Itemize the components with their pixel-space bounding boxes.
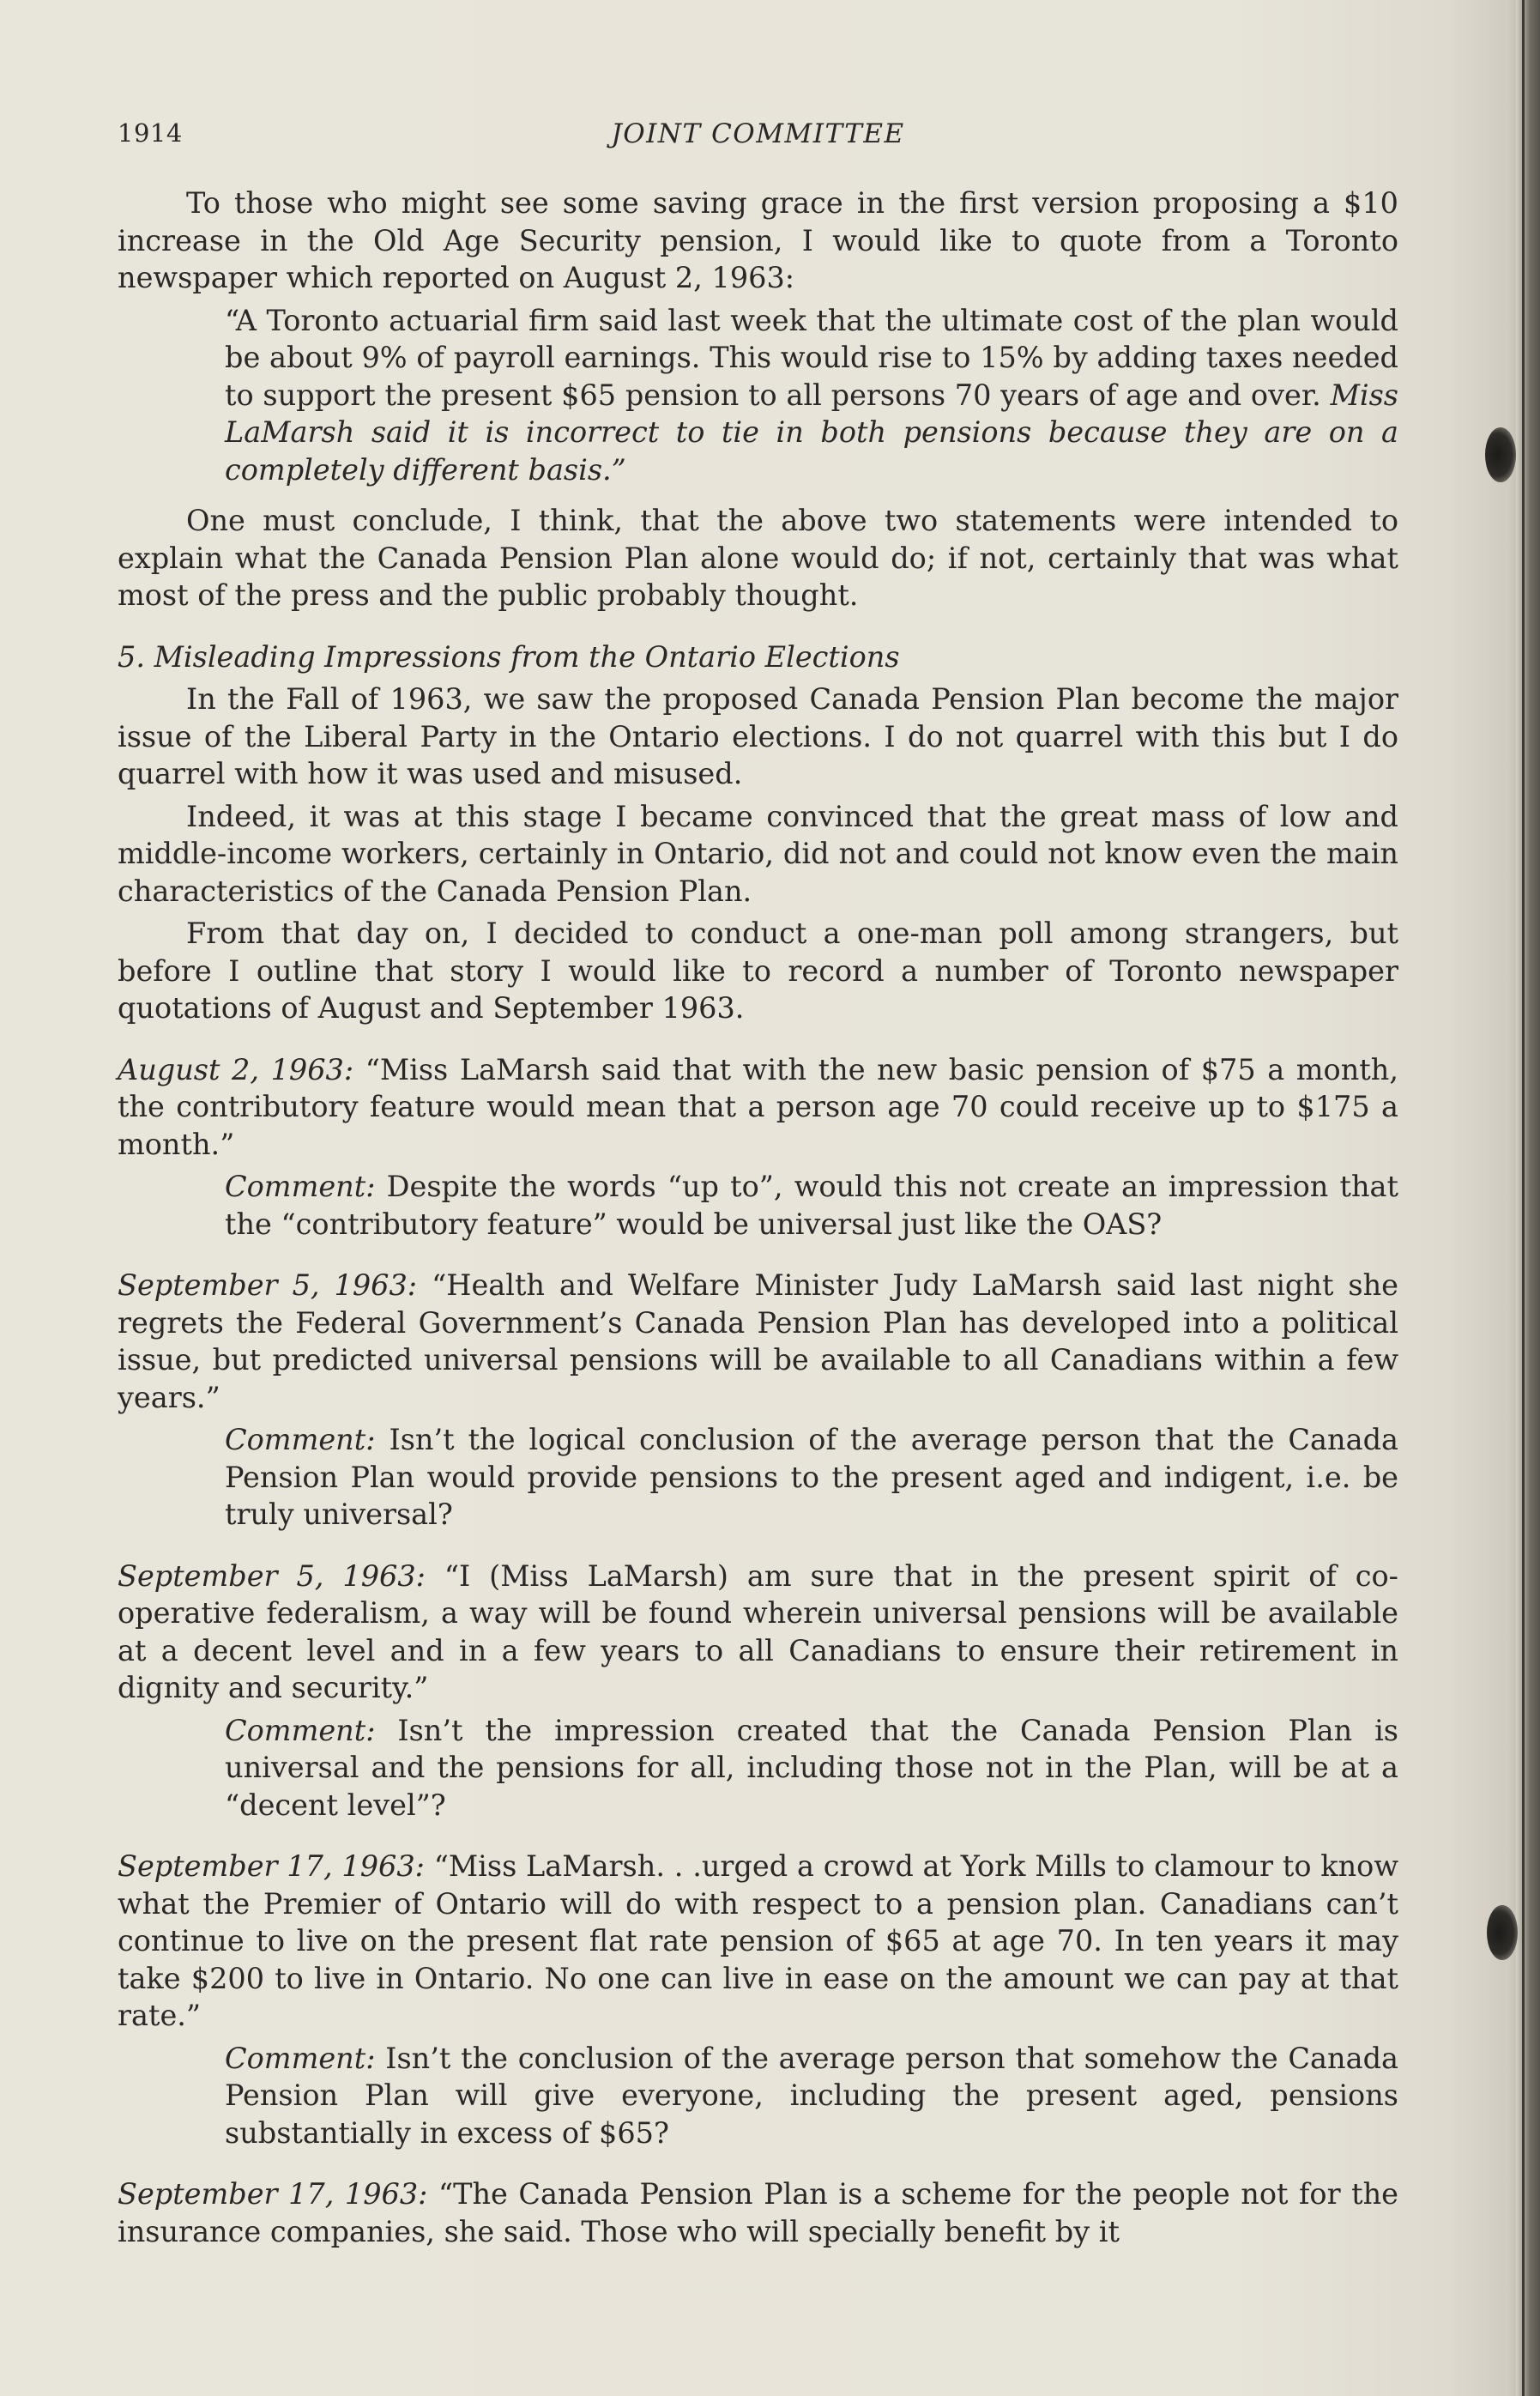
comment-label: Comment: <box>225 2041 376 2075</box>
intro-paragraph: To those who might see some saving grace in the first version proposing a $10 increase in the Old Age Security pension, I would like to quote from a Toronto newspaper which reported on August 2, 1963: <box>118 186 1398 294</box>
entry-comment <box>118 1712 1398 1824</box>
page-binding-edge <box>1516 0 1540 2396</box>
comment-label: Comment: <box>225 1170 376 1203</box>
punch-hole-lower <box>1487 1905 1518 1960</box>
entry-date: September 5, 1963: <box>118 1268 418 1302</box>
entry-comment <box>118 2040 1398 2152</box>
entry-date: September 5, 1963: <box>118 1558 426 1593</box>
entry-quote <box>118 1051 1398 1164</box>
entry-date: August 2, 1963: <box>118 1052 354 1086</box>
block-quote-actuarial <box>118 302 1398 489</box>
comment-text: Isn’t the impression created that the Canada Pension Plan is universal and the pensions for all, including those not in the Plan, will be at a “decent level”? <box>225 1713 1398 1822</box>
comment-text: Isn’t the logical conclusion of the average person that the Canada Pension Plan would provide pensions to the present aged and indigent, i.e. be truly universal? <box>225 1423 1398 1531</box>
entry-quote <box>118 1267 1398 1416</box>
entry-quote-text: “Miss LaMarsh. . .urged a crowd at York Mills to clamour to know what the Premier of Ontario will do with respect to a pension plan. Canadians can’t continue to live on the present flat rate pension of $65 at age 70. In ten years it may take $200 to live in Ontario. No one can live in ease on the amount we can pay at that rate.” <box>118 1849 1398 2032</box>
paragraph-fall-1963: In the Fall of 1963, we saw the proposed Canada Pension Plan become the major issue of the Liberal Party in the Ontario elections. I do not quarrel with this but I do quarrel with how it was used and misused. <box>118 682 1398 790</box>
page-number: 1914 <box>118 118 183 148</box>
entry-comment <box>118 1421 1398 1534</box>
entry-comment <box>118 1168 1398 1243</box>
punch-hole-upper <box>1485 427 1516 482</box>
comment-text: Despite the words “up to”, would this not create an impression that the “contributory feature” would be universal just like the OAS? <box>225 1170 1398 1241</box>
entry-quote-text: “Miss LaMarsh said that with the new basic pension of $75 a month, the contributory feature would mean that a person age 70 could receive up to $175 a month.” <box>118 1052 1398 1161</box>
conclusion-paragraph: One must conclude, I think, that the above two statements were intended to explain what the Canada Pension Plan alone would do; if not, certainly that was what most of the press and the public probably thought. <box>118 504 1398 612</box>
paragraph-one-man-poll: From that day on, I decided to conduct a one-man poll among strangers, but before I outline that story I would like to record a number of Toronto newspaper quotations of August and September 1963. <box>118 917 1398 1025</box>
comment-text: Isn’t the conclusion of the average person that somehow the Canada Pension Plan will give everyone, including the present aged, pensions substantially in excess of $65? <box>225 2041 1398 2150</box>
quote-italic-text: Miss LaMarsh said it is incorrect to tie in both pensions because they are on a completely different basis.” <box>225 378 1398 487</box>
entry-quote <box>118 2175 1398 2250</box>
entry-date: September 17, 1963: <box>118 1849 425 1883</box>
paragraph-convinced: Indeed, it was at this stage I became convinced that the great mass of low and middle-income workers, certainly in Ontario, did not and could not know even the main characteristics of the Canada Pension Plan. <box>118 799 1398 908</box>
entry-date: September 17, 1963: <box>118 2177 428 2211</box>
entry-quote-text: “The Canada Pension Plan is a scheme for the people not for the insurance companies, she said. Those who will specially benefit by it <box>118 2177 1398 2248</box>
section-heading: 5. Misleading Impressions from the Ontario Elections <box>118 639 900 674</box>
comment-label: Comment: <box>225 1423 376 1456</box>
entry-quote <box>118 1558 1398 1707</box>
running-head: JOINT COMMITTEE <box>611 118 905 149</box>
page-body <box>118 185 1398 2250</box>
page-header <box>118 118 1398 153</box>
binding-shadow-line <box>1522 0 1525 2396</box>
entry-quote-text: “I (Miss LaMarsh) am sure that in the present spirit of co-operative federalism, a way will be found wherein universal pensions will be available at a decent level and in a few years to all Canadians to ensure their retirement in dignity and security.” <box>118 1558 1399 1704</box>
entry-quote-text: “Health and Welfare Minister Judy LaMarsh said last night she regrets the Federal Government’s Canada Pension Plan has developed into a political issue, but predicted universal pensions will be available to all Canadians within a few years.” <box>118 1268 1399 1414</box>
quote-text: “A Toronto actuarial firm said last week that the ultimate cost of the plan would be about 9% of payroll earnings. This would rise to 15% by adding taxes needed to support the present $65 pension to all persons 70 years of age and over. <box>225 303 1398 412</box>
comment-label: Comment: <box>225 1713 376 1747</box>
entry-quote <box>118 1848 1398 2035</box>
